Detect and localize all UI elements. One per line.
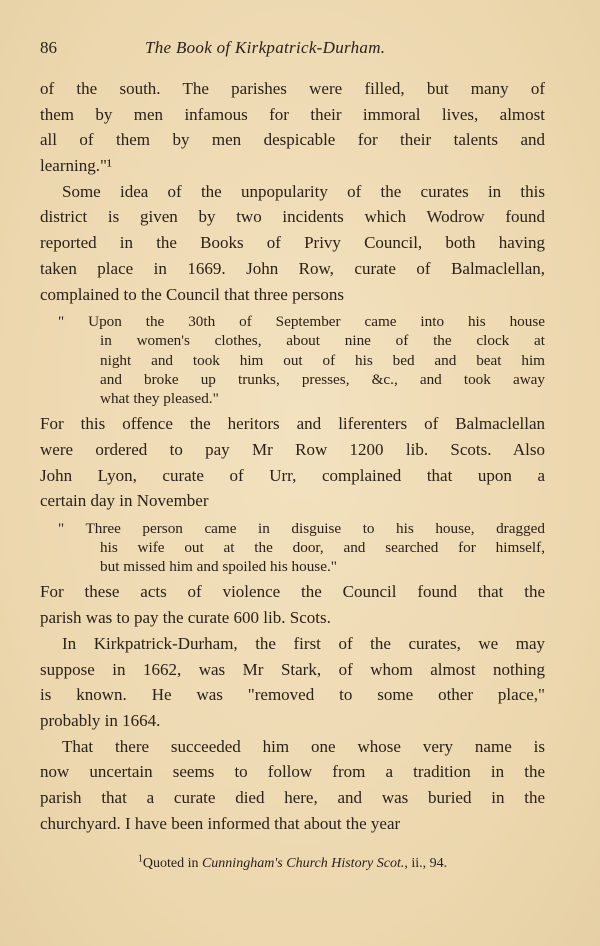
- quote-line: what they pleased.": [100, 389, 219, 407]
- text-line: suppose in 1662, was Mr Stark, of whom almost nothing: [40, 659, 545, 679]
- text-line: churchyard. I have been informed that about the year: [40, 813, 401, 833]
- paragraph: [40, 631, 545, 734]
- text-line: were ordered to pay Mr Row 1200 lib. Scots. Also: [40, 439, 545, 459]
- page-body: [40, 76, 545, 836]
- quote-line: " Three person came in disguise to his house, dragged: [58, 519, 545, 537]
- text-line: Some idea of the unpopularity of the curates in this: [62, 181, 545, 201]
- footnote-prefix: Quoted in: [142, 856, 199, 871]
- text-line: taken place in 1669. John Row, curate of Balmaclellan,: [40, 258, 545, 278]
- text-line: For these acts of violence the Council found that the: [40, 582, 545, 602]
- text-line: all of them by men despicable for their talents and: [40, 130, 545, 150]
- footnote-source-title: Cunningham's Church History Scot.: [201, 856, 405, 871]
- quote-line: in women's clothes, about nine of the clock at: [100, 332, 545, 350]
- quote-line: night and took him out of his bed and beat him: [100, 351, 545, 369]
- text-line: John Lyon, curate of Urr, complained that upon a: [40, 465, 545, 485]
- text-line: them by men infamous for their immoral lives, almost: [40, 104, 545, 124]
- text-line: parish that a curate died here, and was buried in the: [40, 787, 545, 807]
- quote-line: and broke up trunks, presses, &c., and took away: [100, 370, 545, 388]
- footnote-suffix: , ii., 94.: [404, 856, 448, 871]
- text-line: For this offence the heritors and liferenters of Balmaclellan: [40, 414, 545, 434]
- text-line: complained to the Council that three persons: [40, 284, 345, 304]
- running-title: The Book of Kirkpatrick-Durham.: [145, 38, 386, 57]
- paragraph: [40, 411, 545, 514]
- quote-line: " Upon the 30th of September came into his house: [58, 313, 545, 331]
- text-line: parish was to pay the curate 600 lib. Scots.: [40, 608, 331, 628]
- paragraph: [40, 734, 545, 837]
- block-quote: [40, 307, 545, 411]
- text-line: of the south. The parishes were filled, but many of: [40, 79, 545, 98]
- text-line: reported in the Books of Privy Council, both having: [40, 233, 545, 253]
- text-line: is known. He was "removed to some other place,": [40, 685, 545, 705]
- footnote: [40, 853, 545, 872]
- text-line: probably in 1664.: [40, 710, 161, 730]
- paragraph: [40, 76, 545, 179]
- text-line: now uncertain seems to follow from a tradition in the: [40, 762, 545, 782]
- text-line: That there succeeded him one whose very name is: [62, 736, 545, 756]
- paragraph: [40, 579, 545, 630]
- text-line: In Kirkpatrick-Durham, the first of the curates, we may: [62, 633, 545, 653]
- page-header: [40, 38, 545, 62]
- text-line: certain day in November: [40, 491, 209, 511]
- quote-line: but missed him and spoiled his house.": [100, 558, 337, 576]
- footnote-marker: 1: [137, 853, 143, 865]
- paragraph: [40, 179, 545, 307]
- text-line: learning."¹: [40, 156, 112, 176]
- text-line: district is given by two incidents which Wodrow found: [40, 207, 545, 227]
- block-quote: [40, 514, 545, 580]
- quote-line: his wife out at the door, and searched for himself,: [100, 539, 545, 557]
- page-number: 86: [40, 38, 57, 57]
